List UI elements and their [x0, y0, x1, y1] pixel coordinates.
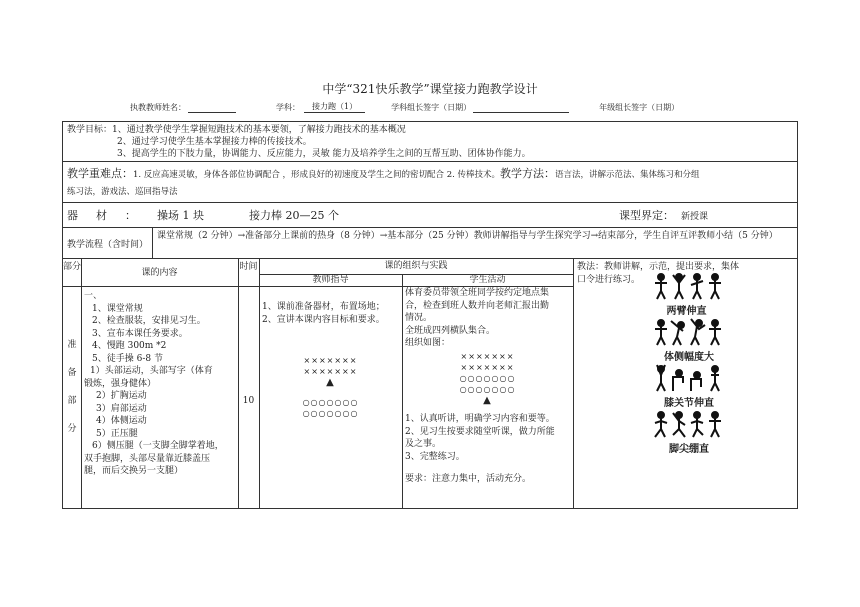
lesson-main-grid	[63, 259, 797, 508]
content-line: 4）体侧运动	[96, 416, 147, 426]
flow-text: 课堂常规（2 分钟）→准备部分上课前的热身（8 分钟）→基本部分（25 分钟）教师讲解指导与学生探究学习→结束部分，学生自评互评教师小结（5 分钟）	[157, 231, 778, 241]
formation-gap	[259, 388, 402, 397]
content-line: 双手抱脚，头部尽量靠近膝盖压	[84, 453, 211, 464]
content-line: 一、	[84, 291, 103, 301]
prep-content	[84, 290, 236, 478]
prep-time: 10	[242, 396, 255, 406]
formation-row: ○○○○○○○	[302, 409, 359, 418]
flow-label: 教学流程（含时间）	[63, 228, 153, 258]
content-line: 1）头部运动，头部写字（体育	[90, 366, 213, 376]
header-part: 部分	[63, 262, 82, 272]
exercise-arms-figures	[653, 271, 723, 301]
header-time: 时间	[239, 262, 258, 272]
content-line: 1、课堂常规	[92, 303, 143, 314]
student-line: 合，检查到班人数并向老师汇报出勤	[405, 300, 550, 311]
lesson-plan-table	[62, 121, 798, 509]
lesson-type-value: 新授课	[681, 211, 709, 222]
page-title: 中学“321快乐教学”课堂接力跑教学设计	[322, 82, 538, 96]
formation-row: ○○○○○○○	[302, 398, 359, 407]
content-line: 腿，而后交换另一支腿）	[84, 466, 184, 476]
objective-item: 2、通过学习使学生基本掌握接力棒的传接技术。	[117, 137, 312, 147]
leader-sign-blank[interactable]	[473, 103, 569, 113]
header-student: 学生活动	[469, 275, 506, 285]
objectives-section	[63, 122, 797, 162]
teacher-line: 1、课前准备器材，布置场地；	[262, 302, 385, 312]
header-content: 课的内容	[141, 268, 178, 278]
student-line: 及之事。	[405, 439, 442, 449]
exercise-side-bend-figures	[653, 317, 723, 347]
method-note: 教法：教师讲解，示范，提出要求，集体口令进行练习。	[577, 262, 740, 285]
content-line: 3）肩部运动	[96, 403, 147, 414]
keypoints-text: 1. 反应高速灵敏，身体各部位协调配合 ，形成良好的初速度及学生之间的密切配合 2. 传棒技术。	[133, 170, 501, 180]
student-formation	[402, 351, 573, 406]
student-activity-2	[405, 413, 573, 486]
student-line: 体育委员带领全班同学按约定地点集	[405, 288, 550, 298]
formation-row: ×××××××	[460, 352, 515, 361]
teacher-blank[interactable]	[188, 103, 236, 113]
meta-line	[130, 101, 830, 113]
exercise-caption: 两臂伸直	[666, 306, 707, 317]
header-teacher: 教师指导	[312, 275, 349, 285]
keypoints-label: 教学重难点：	[67, 167, 133, 180]
student-line: 要求：注意力集中，活动充分。	[405, 474, 532, 484]
content-line: 4、慢跑 300m *2	[92, 341, 167, 351]
equipment-item: 操场 1 块	[157, 209, 204, 222]
exercise-knee-figures	[653, 363, 723, 393]
content-line: 6）侧压腿（一支脚全脚掌着地，	[92, 441, 224, 451]
grid-line	[81, 259, 82, 508]
triangle-marker: ▲	[326, 377, 335, 388]
formation-row: ○○○○○○○	[459, 385, 516, 394]
exercise-caption: 体侧幅度大	[664, 352, 714, 363]
subject-value: 接力跑（1）	[304, 101, 365, 113]
student-activity	[405, 287, 573, 350]
content-line: 3、宣布本课任务要求。	[92, 328, 188, 339]
formation-row: ×××××××	[303, 367, 358, 376]
student-line	[405, 463, 573, 473]
method-text-cont: 练习法，游戏法、巡回指导法	[67, 187, 178, 197]
flow-section	[63, 228, 797, 259]
equipment-section	[63, 203, 797, 228]
exercise-toe-figures	[653, 409, 723, 439]
formation-row: ×××××××	[303, 356, 358, 365]
student-line: 3、完整练习。	[405, 451, 465, 462]
student-line: 2、见习生按要求随堂听课，做力所能	[405, 426, 555, 437]
triangle-marker: ▲	[483, 395, 492, 406]
header-organization: 课的组织与实践	[384, 261, 448, 271]
leader-sign-label: 学科组长签字（日期）	[391, 103, 472, 112]
objective-item: 1、通过教学使学生掌握短跑技术的基本要领，了解接力跑技术的基本概况	[112, 125, 406, 135]
keypoints-section	[63, 162, 797, 203]
exercise-caption: 膝关节伸直	[664, 398, 714, 409]
content-line: 锻炼，强身健体）	[84, 378, 157, 389]
teacher-guidance	[262, 301, 402, 326]
objectives-label: 教学目标：	[67, 125, 113, 135]
grade-sign-label: 年级组长签字（日期）	[599, 103, 680, 112]
equipment-item: 接力棒 20—25 个	[249, 209, 339, 222]
teacher-line: 2、宣讲本课内容目标和要求。	[262, 314, 385, 325]
student-line: 组织如图：	[405, 338, 451, 348]
grid-line	[573, 259, 574, 508]
exercise-caption: 脚尖绷直	[669, 444, 709, 455]
method-label: 教学方法：	[500, 167, 556, 180]
equipment-label: 器材：	[67, 209, 154, 222]
content-line: 5、徒手操 6-8 节	[92, 353, 163, 364]
lesson-type-label: 课型界定：	[619, 209, 674, 222]
student-line: 1、认真听讲，明确学习内容和要等。	[405, 414, 555, 424]
grid-line	[238, 259, 239, 508]
content-line: 2、检查服装，安排见习生。	[92, 316, 206, 326]
content-line: 2）扩胸运动	[96, 391, 147, 401]
part-label: 准备部分	[67, 340, 77, 434]
formation-row: ×××××××	[460, 363, 515, 372]
objective-item: 3、提高学生的下肢力量，协调能力、反应能力，灵敏 能力及培养学生之间的互帮互助、团体协作能力。	[117, 149, 531, 159]
subject-label: 学科：	[276, 103, 300, 112]
method-text: 语言法，讲解示范法、集体练习和分组	[555, 170, 700, 180]
student-line: 情况。	[405, 313, 433, 323]
content-line: 5）正压腿	[96, 428, 138, 439]
student-line: 全班成四列横队集合。	[405, 325, 496, 336]
teacher-formation	[259, 355, 402, 419]
teacher-label: 执教教师姓名：	[130, 103, 186, 112]
formation-row: ○○○○○○○	[459, 374, 516, 383]
